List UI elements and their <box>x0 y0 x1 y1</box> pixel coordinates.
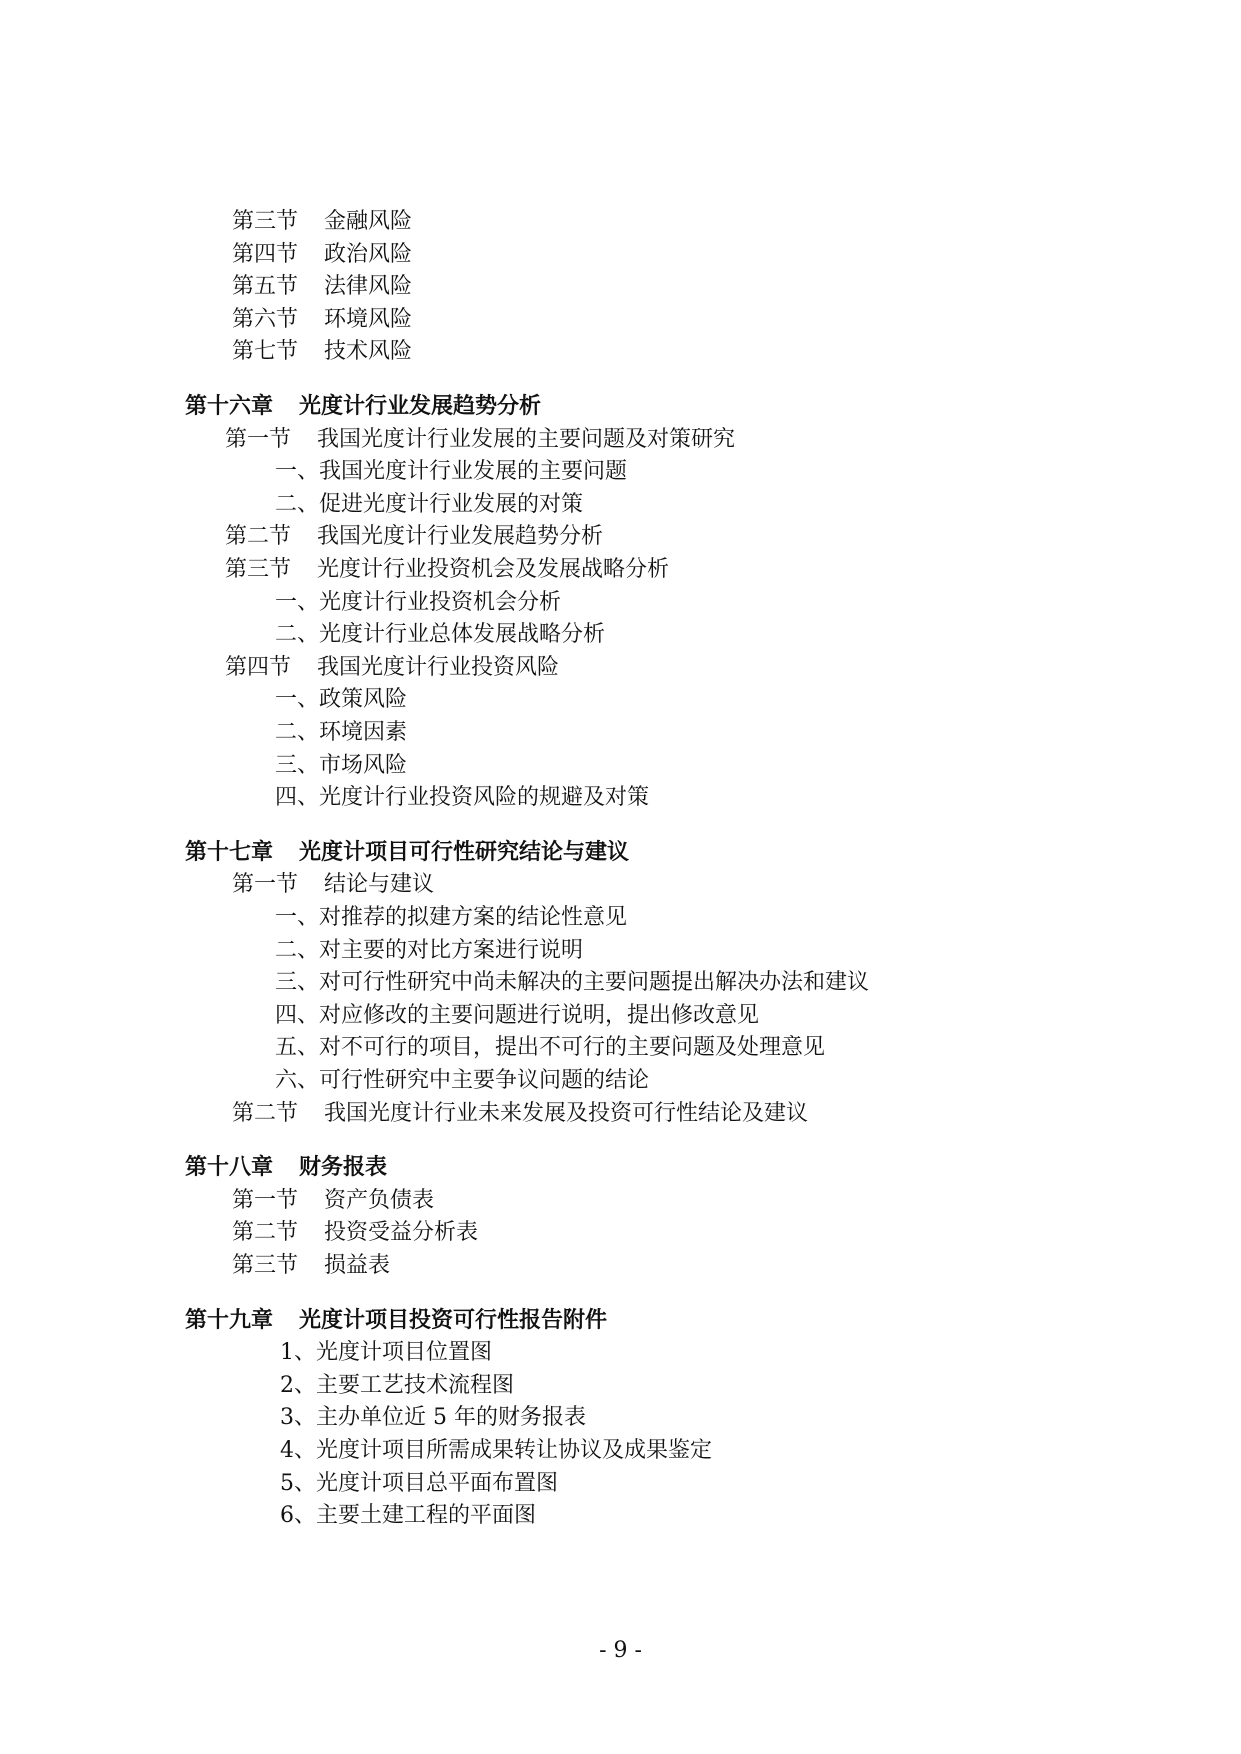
subitem-entry <box>275 1065 649 1097</box>
subitem-entry <box>275 587 561 619</box>
attachment-entry <box>280 1500 536 1532</box>
entry-number: 第六节 <box>232 307 299 332</box>
section-entry <box>232 206 412 238</box>
entry-title: 损益表 <box>324 1253 391 1278</box>
entry-number: 第二节 <box>225 524 292 549</box>
entry-number: 第七节 <box>232 339 299 364</box>
entry-text: 四、光度计行业投资风险的规避及对策 <box>275 785 650 810</box>
entry-title: 我国光度计行业未来发展及投资可行性结论及建议 <box>324 1101 809 1126</box>
entry-text: 三、对可行性研究中尚未解决的主要问题提出解决办法和建议 <box>275 970 870 995</box>
section-entry <box>232 869 434 901</box>
entry-number: 第一节 <box>232 872 299 897</box>
entry-number: 第三节 <box>232 209 299 234</box>
page-number: - 9 - <box>599 1638 642 1663</box>
entry-title: 我国光度计行业发展趋势分析 <box>317 524 604 549</box>
entry-number: 第十九章 <box>185 1308 274 1333</box>
subitem-entry <box>275 935 583 967</box>
subitem-entry <box>275 750 407 782</box>
entry-title: 光度计项目投资可行性报告附件 <box>299 1308 608 1333</box>
chapter-heading <box>185 391 541 423</box>
entry-number: 第十七章 <box>185 840 274 865</box>
entry-number: 第四节 <box>232 242 299 267</box>
entry-number: 第二节 <box>232 1220 299 1245</box>
entry-text: 二、环境因素 <box>275 720 408 745</box>
section-entry <box>232 1217 478 1249</box>
entry-text: 三、市场风险 <box>275 753 408 778</box>
section-entry <box>232 1250 390 1282</box>
entry-number: 第二节 <box>232 1101 299 1126</box>
entry-number: 第四节 <box>225 655 292 680</box>
section-entry <box>232 271 412 303</box>
attachment-entry <box>280 1468 558 1500</box>
subitem-entry <box>275 1000 759 1032</box>
entry-number: 第三节 <box>225 557 292 582</box>
entry-title: 光度计行业发展趋势分析 <box>299 394 542 419</box>
subitem-entry <box>275 619 605 651</box>
chapter-heading <box>185 1152 387 1184</box>
entry-number: 第一节 <box>232 1188 299 1213</box>
entry-title: 金融风险 <box>324 209 413 234</box>
entry-text: 一、我国光度计行业发展的主要问题 <box>275 459 628 484</box>
entry-title: 我国光度计行业投资风险 <box>317 655 560 680</box>
attachment-entry <box>280 1370 514 1402</box>
entry-number: 第一节 <box>225 427 292 452</box>
entry-title: 资产负债表 <box>324 1188 435 1213</box>
entry-title: 光度计项目可行性研究结论与建议 <box>299 840 630 865</box>
section-entry <box>232 304 412 336</box>
chapter-heading <box>185 1305 607 1337</box>
section-entry <box>225 424 735 456</box>
entry-text: 1、光度计项目位置图 <box>280 1340 492 1365</box>
section-entry <box>232 1098 808 1130</box>
subitem-entry <box>275 782 649 814</box>
attachment-entry <box>280 1337 492 1369</box>
entry-title: 财务报表 <box>299 1155 388 1180</box>
subitem-entry <box>275 902 627 934</box>
subitem-entry <box>275 456 627 488</box>
entry-title: 投资受益分析表 <box>324 1220 479 1245</box>
entry-text: 一、对推荐的拟建方案的结论性意见 <box>275 905 628 930</box>
subitem-entry <box>275 967 869 999</box>
subitem-entry <box>275 684 407 716</box>
attachment-entry <box>280 1402 586 1434</box>
entry-text: 5、光度计项目总平面布置图 <box>280 1471 558 1496</box>
entry-text: 二、光度计行业总体发展战略分析 <box>275 622 606 647</box>
entry-title: 光度计行业投资机会及发展战略分析 <box>317 557 670 582</box>
entry-title: 环境风险 <box>324 307 413 332</box>
entry-title: 法律风险 <box>324 274 413 299</box>
entry-number: 第五节 <box>232 274 299 299</box>
section-entry <box>225 521 603 553</box>
chapter-heading <box>185 837 629 869</box>
section-entry <box>225 652 559 684</box>
entry-title: 技术风险 <box>324 339 413 364</box>
section-entry <box>225 554 669 586</box>
entry-text: 二、促进光度计行业发展的对策 <box>275 492 584 517</box>
entry-text: 四、对应修改的主要问题进行说明，提出修改意见 <box>275 1003 760 1028</box>
entry-text: 4、光度计项目所需成果转让协议及成果鉴定 <box>280 1438 712 1463</box>
entry-text: 一、光度计行业投资机会分析 <box>275 590 562 615</box>
entry-number: 第三节 <box>232 1253 299 1278</box>
subitem-entry <box>275 489 583 521</box>
section-entry <box>232 336 412 368</box>
section-entry <box>232 239 412 271</box>
entry-title: 政治风险 <box>324 242 413 267</box>
entry-text: 2、主要工艺技术流程图 <box>280 1373 514 1398</box>
entry-text: 一、政策风险 <box>275 687 408 712</box>
subitem-entry <box>275 1032 825 1064</box>
entry-text: 六、可行性研究中主要争议问题的结论 <box>275 1068 650 1093</box>
subitem-entry <box>275 717 407 749</box>
entry-text: 6、主要土建工程的平面图 <box>280 1503 536 1528</box>
entry-number: 第十六章 <box>185 394 274 419</box>
section-entry <box>232 1185 434 1217</box>
entry-title: 结论与建议 <box>324 872 435 897</box>
entry-text: 3、主办单位近 5 年的财务报表 <box>280 1405 586 1430</box>
entry-number: 第十八章 <box>185 1155 274 1180</box>
attachment-entry <box>280 1435 712 1467</box>
entry-title: 我国光度计行业发展的主要问题及对策研究 <box>317 427 736 452</box>
entry-text: 五、对不可行的项目，提出不可行的主要问题及处理意见 <box>275 1035 826 1060</box>
entry-text: 二、对主要的对比方案进行说明 <box>275 938 584 963</box>
